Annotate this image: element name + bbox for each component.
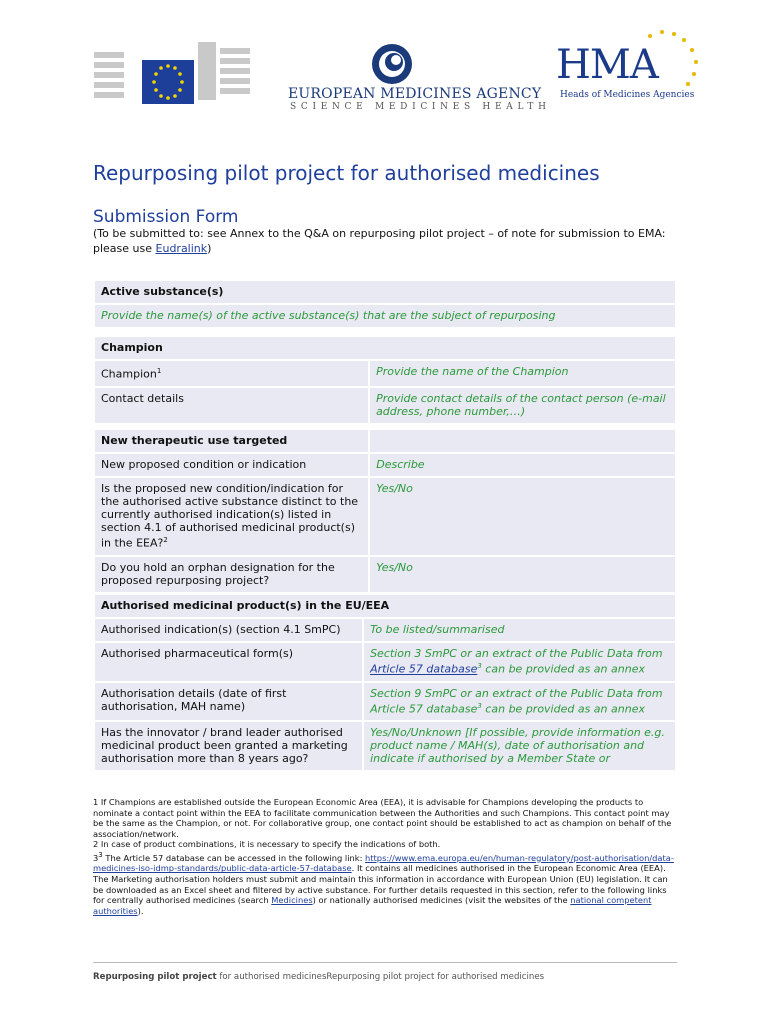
footnote-3-number: 3 [93,852,99,863]
page-title: Repurposing pilot project for authorised medicines [93,161,600,185]
table-row [94,682,676,722]
active-substance-table [93,279,677,329]
footnote-ref: 3 [477,662,482,670]
hma-logo [556,30,706,102]
hma-name: HMA [556,42,658,88]
ema-tagline: SCIENCE MEDICINES HEALTH [290,102,551,112]
champion-field[interactable]: Provide the name of the Champion [369,360,676,387]
authorisation-details-field[interactable] [363,682,676,722]
pharmaceutical-form-field[interactable] [363,642,676,682]
pharmaceutical-form-text: Section 3 SmPC or an extract of the Public Data from [370,647,663,660]
intro-close: ) [207,242,212,255]
champion-label-text: Champion [101,367,157,381]
footnotes [93,797,677,916]
authorisation-details-label: Authorisation details (date of first authorisation, MAH name) [94,682,363,722]
authorised-indication-field[interactable]: To be listed/summarised [363,618,676,642]
european-commission-logo [94,34,254,106]
contact-details-label: Contact details [94,387,369,424]
active-substance-field[interactable]: Provide the name(s) of the active substance(s) that are the subject of repurposing [94,304,676,328]
footnote-3-text: The Article 57 database can be accessed in the following link: [102,852,366,863]
champion-table [93,335,677,425]
champion-heading: Champion [94,336,676,360]
intro-body: (To be submitted to: see Annex to the Q&A on repurposing pilot project – of note for submission to EMA: please use [93,227,666,255]
footnote-ref: 3 [477,701,482,710]
distinct-indication-label [94,477,369,556]
pharmaceutical-form-label: Authorised pharmaceutical form(s) [94,642,363,682]
authorised-products-table [93,593,677,772]
footnote-3 [93,850,677,916]
condition-label: New proposed condition or indication [94,453,369,477]
article-57-link[interactable]: Article 57 database [370,662,478,676]
empty-cell [369,429,676,453]
ema-emblem-icon [370,42,414,86]
authorised-products-heading: Authorised medicinal product(s) in the EU/EEA [94,594,676,618]
table-row [94,387,676,424]
authorised-indication-label: Authorised indication(s) (section 4.1 SmPC) [94,618,363,642]
footnote-3-sup: 3 [98,850,103,859]
innovator-field[interactable]: Yes/No/Unknown [If possible, provide information e.g. product name / MAH(s), date of authorisation and indicate if authorised by a Member State or [363,721,676,771]
page-footer [93,972,544,982]
therapeutic-use-heading: New therapeutic use targeted [94,429,369,453]
contact-details-field[interactable]: Provide contact details of the contact person (e-mail address, phone number,…) [369,387,676,424]
footer-bold: Repurposing pilot project [93,972,217,982]
distinct-indication-field[interactable]: Yes/No [369,477,676,556]
table-row [94,360,676,387]
authorisation-details-text-end: can be provided as an annex [481,702,645,716]
table-row [94,642,676,682]
authorisation-details-text: Section 9 SmPC or an extract of the Public Data from Article 57 database [370,686,663,716]
national-competent-authorities-link[interactable]: national competent authorities [93,895,652,916]
article-57-url-link[interactable]: https://www.ema.europa.eu/en/human-regulatory/post-authorisation/data-medicines-iso-idmp-standards/public-data-article-57-database [93,852,674,874]
condition-field[interactable]: Describe [369,453,676,477]
footer-text: for authorised medicinesRepurposing pilot project for authorised medicines [216,972,545,982]
hma-full-name: Heads of Medicines Agencies [560,90,695,100]
orphan-designation-label: Do you hold an orphan designation for the proposed repurposing project? [94,556,369,593]
footnote-3-text-end: ). [137,905,144,916]
footnote-3-text-mid: . It contains all medicines authorised in the European Economic Area (EEA). The Marketing authorisation holders must submit and maintain this information in accordance with European Union (EU) legislation. It can be downloaded as an Excel sheet and filtered by active substance. For further details requested in this section, refer to the following links for centrally authorised medicines (search [93,863,668,906]
pharmaceutical-form-text-end: can be provided as an annex [481,662,645,676]
therapeutic-use-table [93,428,677,594]
medicines-link[interactable]: Medicines [271,895,313,906]
footnote-3-text-mid2: ) or nationally authorised medicines (visit the websites of the [312,895,571,906]
distinct-indication-text: Is the proposed new condition/indication for the authorised active substance distinct to the currently authorised indication(s) listed in section 4.1 of authorised medicinal product(s) in the EEA? [101,482,359,550]
table-row [94,453,676,477]
orphan-designation-field[interactable]: Yes/No [369,556,676,593]
ema-logo [288,42,551,114]
footnote-1: 1 If Champions are established outside the European Economic Area (EEA), it is advisable for Champions developing the products to nominate a contact point within the EEA to facilitate communication between the Authorities and such Champions. This contact point may be the same as the Champion, or not. For collaborative group, one contact point should be established to act as champion on behalf of the association/network. [93,797,672,839]
champion-label [94,360,369,387]
table-row [94,477,676,556]
hma-stars-icon [642,30,702,90]
intro-text [93,226,683,256]
footnote-ref: 1 [156,367,162,375]
table-row [94,618,676,642]
form-subtitle: Submission Form [93,207,239,227]
ema-name: EUROPEAN MEDICINES AGENCY [288,86,542,102]
active-substance-heading: Active substance(s) [94,280,676,304]
footer-divider [93,962,677,963]
table-row [94,721,676,771]
footnote-2: 2 In case of product combinations, it is necessary to specify the indications of both. [93,839,441,850]
footnote-ref: 2 [163,536,168,544]
eudralink-link[interactable]: Eudralink [155,242,208,255]
innovator-label: Has the innovator / brand leader authorised medicinal product been granted a marketing authorisation more than 8 years ago? [94,721,363,771]
table-row [94,556,676,593]
